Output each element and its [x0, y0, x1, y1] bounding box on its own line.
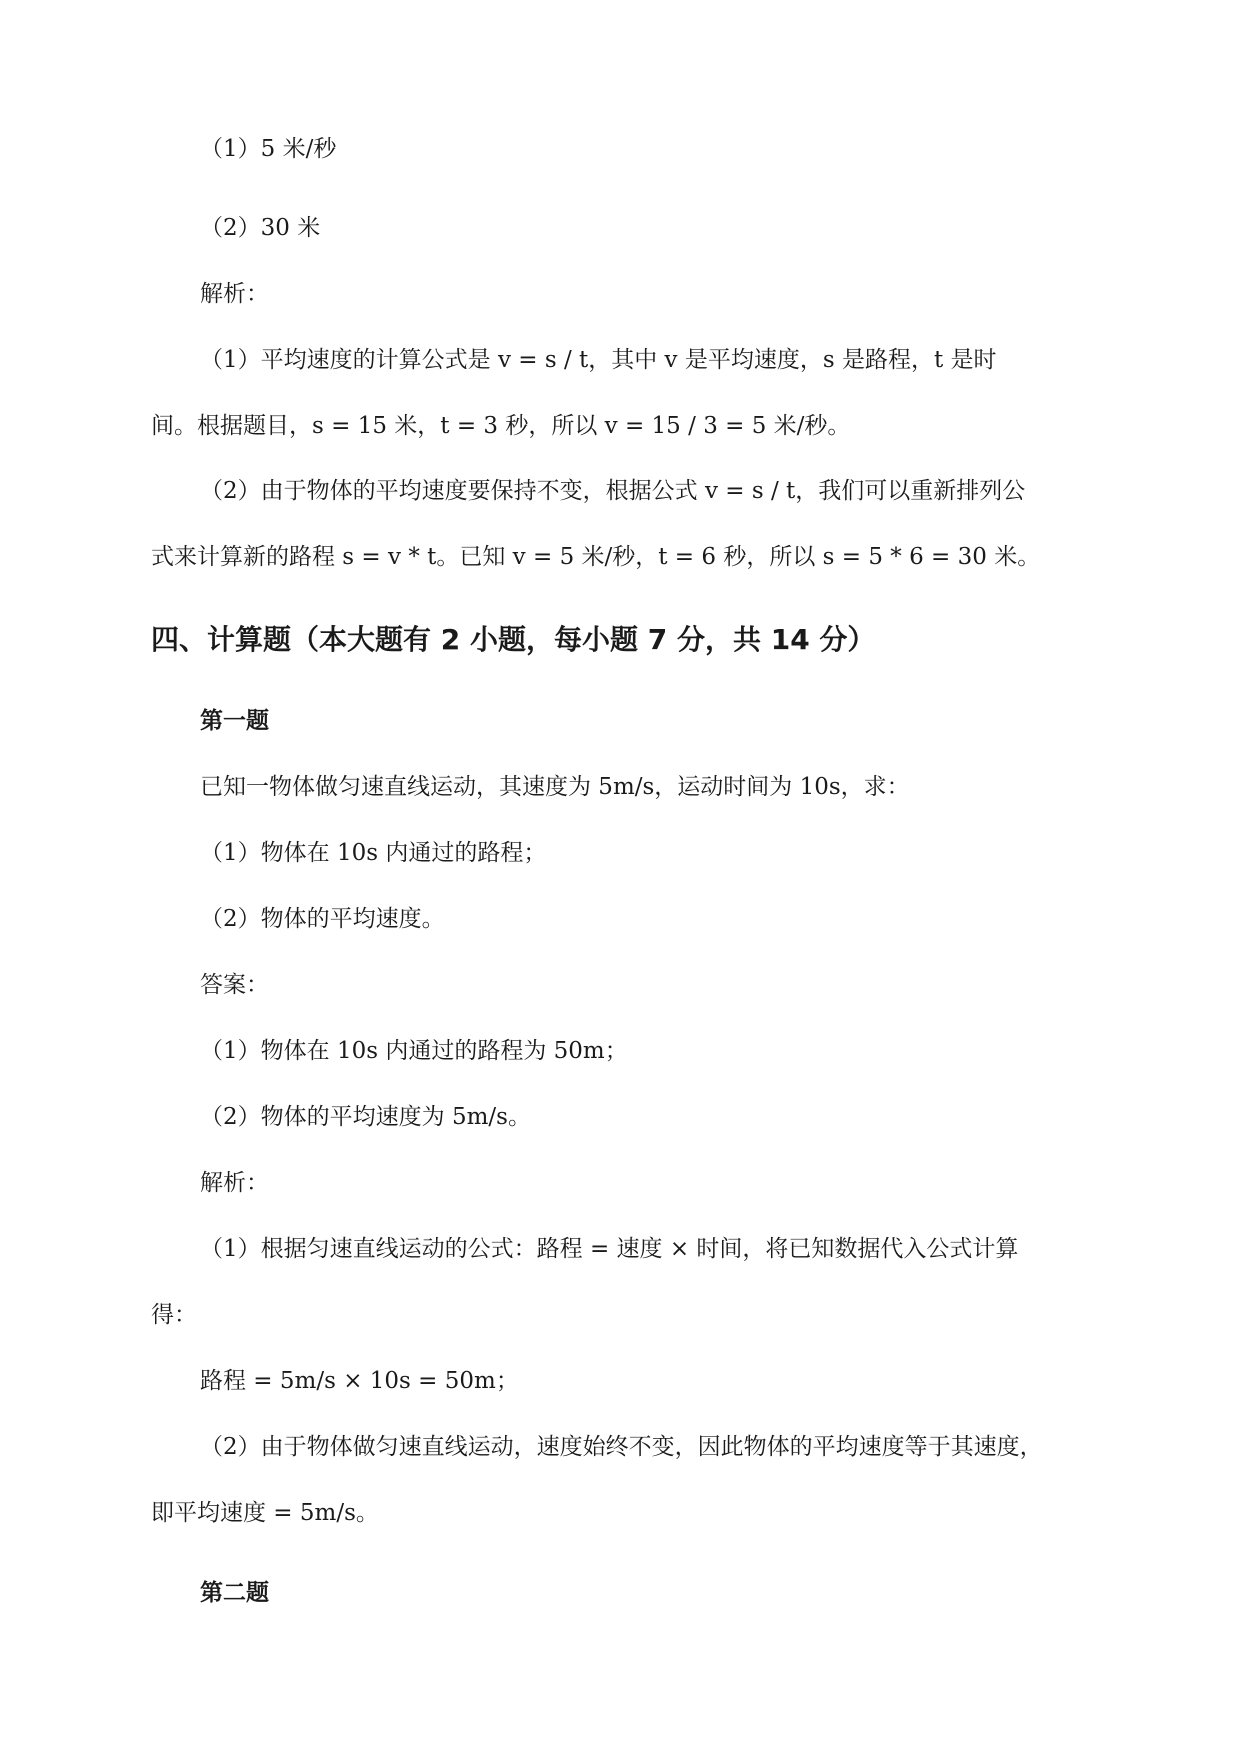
analysis-2-line-1: （2）由于物体做匀速直线运动，速度始终不变，因此物体的平均速度等于其速度， [200, 1434, 1043, 1460]
analysis-label: 解析： [200, 1170, 269, 1196]
question-1-part-1: （1）物体在 10s 内通过的路程； [200, 840, 547, 866]
analysis-1-formula: 路程 = 5m/s × 10s = 50m； [200, 1368, 519, 1394]
question-2-title: 第二题 [200, 1580, 269, 1606]
question-1-part-2: （2）物体的平均速度。 [200, 906, 445, 932]
prev-analysis-2-line-2: 式来计算新的路程 s = v * t。已知 v = 5 米/秒，t = 6 秒，所以 s = 5 * 6 = 30 米。 [151, 544, 1041, 570]
prev-analysis-1-line-1: （1）平均速度的计算公式是 v = s / t，其中 v 是平均速度，s 是路程，t 是时 [200, 347, 997, 373]
prev-analysis-2-line-1: （2）由于物体的平均速度要保持不变，根据公式 v = s / t，我们可以重新排列公 [200, 478, 1026, 504]
question-1-title: 第一题 [200, 708, 269, 734]
analysis-2-line-2: 即平均速度 = 5m/s。 [151, 1500, 379, 1526]
prev-answer-1: （1）5 米/秒 [200, 136, 337, 162]
answer-2: （2）物体的平均速度为 5m/s。 [200, 1104, 531, 1130]
answer-label: 答案： [200, 972, 269, 998]
prev-analysis-1-line-2: 间。根据题目，s = 15 米，t = 3 秒，所以 v = 15 / 3 = 5 米/秒。 [151, 413, 851, 439]
section-heading: 四、计算题（本大题有 2 小题，每小题 7 分，共 14 分） [151, 623, 876, 656]
answer-1: （1）物体在 10s 内通过的路程为 50m； [200, 1038, 628, 1064]
prev-analysis-label: 解析： [200, 281, 269, 307]
analysis-1-line-1: （1）根据匀速直线运动的公式：路程 = 速度 × 时间，将已知数据代入公式计算 [200, 1236, 1019, 1262]
analysis-1-line-2: 得： [151, 1302, 197, 1328]
question-1-stem: 已知一物体做匀速直线运动，其速度为 5m/s，运动时间为 10s，求： [200, 774, 910, 800]
prev-answer-2: （2）30 米 [200, 215, 321, 241]
